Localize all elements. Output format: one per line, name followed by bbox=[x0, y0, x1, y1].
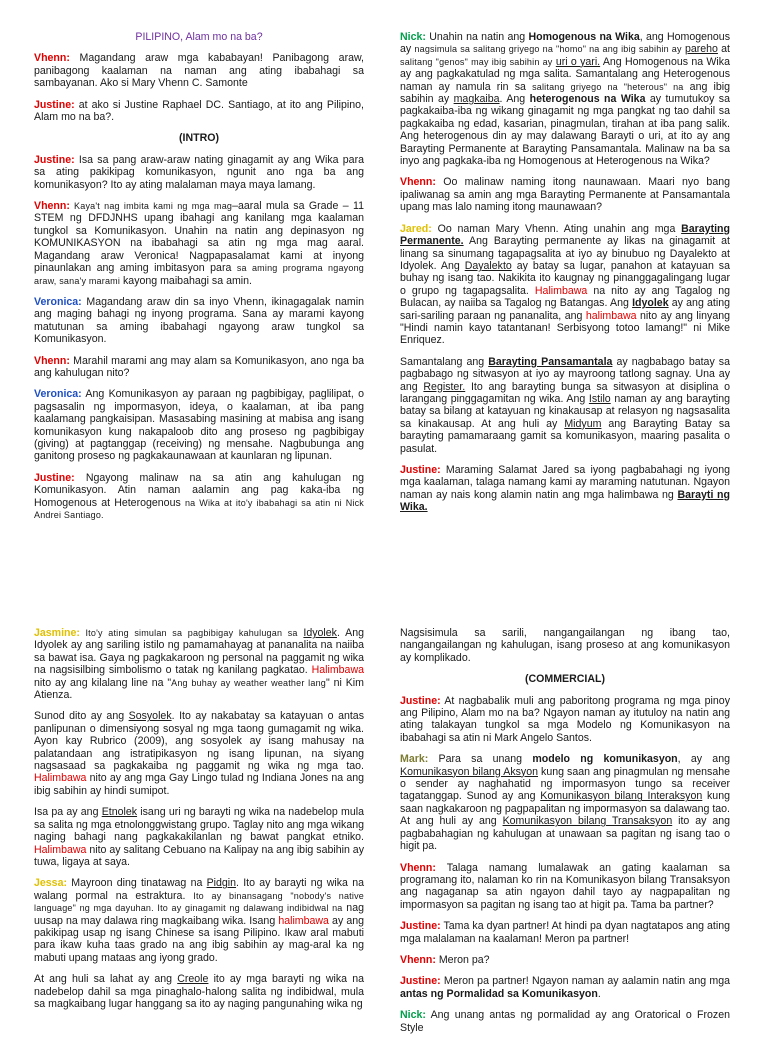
paragraph: Vhenn: Meron pa? bbox=[400, 953, 490, 966]
paragraph: Isa pa ay ang Etnolek isang uri ng barayti ng wika na nadebelop mula sa salita ng mga etnolonggwistang grupo. Taglay nito ang mga wikang naging bahagi nang pagkakakilanlan ng bawat pangkat etniko. Halimbawa nito ay salitang Cebuano na Kalipay na ang ibig sabihin ay tuwa, ligaya at saya. bbox=[34, 806, 364, 868]
section-heading-commercial: (COMMERCIAL) bbox=[524, 673, 606, 686]
section-heading-intro: (INTRO) bbox=[178, 132, 219, 145]
paragraph: Jasmine: Ito'y ating simulan sa pagbibigay kahulugan sa Idyolek. Ang Idyolek ay ang sariling istilo ng pamamahayag at pananalita na naiiba sa bawat isa. Gaya ng pagkakaroon ng personal na paggamit ng wika na nagsisilbing simbolismo o tatak ng kanilang pagkatao. Halimbawa nito ay ang kilalang line na "Ang buhay ay weather weather lang" ni Kim Atienza. bbox=[34, 627, 364, 702]
paragraph: Jessa: Mayroon ding tinatawag na Pidgin. Ito ay barayti ng wika na walang pormal na estraktura. Ito ay binansagang "nobody's native language" ng mga dayuhan. Ito ay ginagamit ng dalawang indibidwal na nag uusap na may dalawa ring magkaibang wika. Isang halimbawa ay ang pakikipag usap ng isang Chinese sa isang Pilipino. Ikaw aral mabuti para ikaw kuha taas grado na ang ibig sabihin ay mag-aral ka ng mabuti upang mataas ang iyong grado. bbox=[34, 877, 364, 964]
paragraph: Justine: Ngayong malinaw na sa atin ang kahulugan ng Komunikasyon. Atin naman aalamin ang pag kaka-iba ng Homogenous at Heterogenous na Wika at ito'y ibabahagi sa atin ni Nick Andrei Santiago. bbox=[34, 471, 365, 520]
paragraph: Vhenn: Oo malinaw naming itong naunawaan. Maari nyo bang ipaliwanag sa amin ang mga Barayting Permanente at Pansamantala upang mas lalo naming itong maunawaan? bbox=[400, 176, 730, 214]
paragraph: At ang huli sa lahat ay ang Creole ito ay mga barayti ng wika na nadebelop dahil sa mga pinaghalo-halong salita ng indibidwal, mula sa magkaibang lugar hanggang sa ito ay naging pangunahing wika ng bbox=[34, 973, 364, 1010]
paragraph: Nagsisimula sa sarili, nangangailangan ng ibang tao, nangangailangan ng kahulugan, isang proseso at ang komunikasyon ay komplikado. bbox=[400, 627, 730, 664]
paragraph: Veronica: Magandang araw din sa inyo Vhenn, ikinagagalak namin ang maging bahagi ng inyong programa. Sana ay marami kayong matutunan sa aming ibabahagi ngayong araw tungkol sa Komunikasyon. bbox=[34, 295, 364, 346]
column-1 bbox=[34, 31, 364, 530]
paragraph: Jared: Oo naman Mary Vhenn. Ating unahin ang mga Barayting Permanente. Ang Barayting permanente ay likas na ginagamit at linang sa sinumang tagapagsalita at iyo ay binubuo ng Dayalekto at Idyolek. Ang Dayalekto ay batay sa lugar, panahon at katayuan sa buhay ng isang tao. Nakikita ito kaugnay ng pinanggagalingang lugar o grupo ng tagapagsalita. Halimbawa na nito ay ang Tagalog ng Bulacan, ay naiiba sa Tagalog ng Batangas. Ang Idyolek ay ang ating sari-sariling paraan ng pananalita, ang halimbawa nito ay ang linyang "Hindi namin kayo tatantanan! Serbisyong totoo lamang!" ni Mike Enriquez. bbox=[400, 222, 730, 347]
paragraph: Sunod dito ay ang Sosyolek. Ito ay nakabatay sa katayuan o antas panlipunan o dimensiyong sosyal ng mga taong gumagamit ng wika. Ayon kay Rubrico (2009), ang sosyolek ay isang mahusay na palatandaan ang istratipikasyon ng isang lipunan, na siyang nagsasaad sa pagkakaiba ng paggamit ng wika ng mga tao. Halimbawa nito ay ang mga Gay Lingo tulad ng Indiana Jones na ang ibig sabihin ay hindi sumipot. bbox=[34, 710, 364, 797]
column-4 bbox=[400, 627, 730, 1043]
paragraph: Justine: Tama ka dyan partner! At hindi pa dyan nagtatapos ang ating mga malalaman na kaalaman! Meron pa partner! bbox=[400, 920, 730, 945]
paragraph: Vhenn: Marahil marami ang may alam sa Komunikasyon, ano nga ba ang kahulugan nito? bbox=[34, 354, 364, 379]
paragraph: Mark: Para sa unang modelo ng komunikasyon, ay ang Komunikasyon bilang Aksyon kung saan ang pinagmulan ng mensahe o sender ay naghahatid ng impormasyon tungo sa receiver tagatanggap. Sunod ay ang Komunikasyon bilang Interaksyon kung saan nagkakaroon ng pagpapalitan ng impormasyon sa dalawang tao. At ang huli ay ang Komunikasyon bilang Transaksyon ito ay ang pagbabahagian ng kahulugan at unawaan sa pagitan ng isang tao o higit pa. bbox=[400, 753, 730, 853]
page-title: PILIPINO, Alam mo na ba? bbox=[135, 31, 263, 43]
paragraph: Vhenn: Magandang araw mga kababayan! Panibagong araw, panibagong kaalaman na naman ang ating ibabahagi sa sambayanan. Ako si Mary Vhenn C. Samonte bbox=[34, 52, 364, 90]
paragraph: Veronica: Ang Komunikasyon ay paraan ng pagbibigay, paglilipat, o pagsasalin ng impormasyon, ideya, o kaalaman, at iba pang kaalamang pangkaisipan. Masasabing masining at mabisa ang isang komunikasyon kung nakapaloob dito ang proseso ng pagbibigay (giving) at pagtanggap (receiving) ng mensahe. Nagbubunga ang ganitong proseso ng pagkakaunawaan at kaunlaran ng lipunan. bbox=[34, 388, 364, 463]
paragraph: Justine: At nagbabalik muli ang paboritong programa ng mga pinoy ang Pilipino, Alam mo na ba? Ngayon naman ay itutuloy na natin ang ating talakayan tungkol sa mga Modelo ng Komunikasyon na ibabahagi sa atin ni Mark Angelo Santos. bbox=[400, 694, 730, 744]
column-2 bbox=[400, 31, 730, 523]
paragraph: Vhenn: Talaga namang lumalawak an gating kaalaman sa programang ito, nalaman ko rin na Komunikasyon bilang Transaksyon ang nagaganap sa atin ngayon dahil tayo ay nagpapalitan ng impormasyon sa pagitan ng isang tao at higit pa. Tama ba partner? bbox=[400, 861, 730, 911]
paragraph: Justine: Isa sa pang araw-araw nating ginagamit ay ang Wika para sa ating pakikipag komunikasyon, ngunit ano nga ba ang komunikasyon? Ito ay ating malalaman maya maya lamang. bbox=[34, 153, 364, 191]
paragraph: Vhenn: Kaya't nag imbita kami ng mga mag–aaral mula sa Grade – 11 STEM ng DFDJNHS upang ibahagi ang kanilang mga kaalaman tungkol sa Komunikasyon. Unahin na natin ang depinasyon ng KOMUNIKASYON na ibabahagi sa atin ng mga mag aaral. Magandang araw Veronica! Nagpapasalamat kami at inyong pinaunlakan ang aming imbitasyon para sa aming programa ngayong araw, sana'y marami kayong maibahagi sa amin. bbox=[34, 200, 364, 287]
paragraph: Nick: Ang unang antas ng pormalidad ay ang Oratorical o Frozen Style bbox=[400, 1009, 730, 1034]
paragraph: Justine: at ako si Justine Raphael DC. Santiago, at ito ang Pilipino, Alam mo na ba?. bbox=[34, 98, 364, 124]
paragraph: Justine: Meron pa partner! Ngayon naman ay aalamin natin ang mga antas ng Pormalidad sa Komunikasyon. bbox=[400, 975, 730, 1000]
paragraph: Nick: Unahin na natin ang Homogenous na Wika, ang Homogenous ay nagsimula sa salitang griyego na "homo" na ang ibig sabihin ay pareho at salitang "genos" may ibig sabihin ay uri o yari. Ang Homogenous na Wika ay ang pagkakatulad ng mga salita. Samantalang ang Heterogenous naman ay namula rin sa salitang griyego na "heterous" na ang ibig sabihin ay magkaiba. Ang heterogenous na Wika ay tumutukoy sa pagkakaiba-iba ng wikang ginagamit ng mga pangkat ng tao dahil sa pagkakaiba ng edad, kasarian, pinagmulan, tirahan at iba pang salik. Ang heterogenous din ay may dalawang Barayti o uri, at ito ay ang Barayting Permanente at Barayting Pansamantala. Malinaw na ba sa inyo ang pagkaka-iba ng Homogenous at Heterogenous na Wika? bbox=[400, 31, 730, 168]
column-3 bbox=[34, 627, 364, 1019]
paragraph: Samantalang ang Barayting Pansamantala ay nagbabago batay sa pagbabago ng sitwasyon at iyo ay mayroong tatlong sagnay. Una ay ang Register. Ito ang barayting bunga sa sitwasyon at disiplina o larangang pinggagamitan ng wika. Ang Istilo naman ay ang barayting batay sa bilang at katayuan ng kinakausap at relasyon ng nagsasalita sa kinakausap. At ang huli ay Midyum ang Barayting Batay sa barayting pamamaraang gamit sa komunikasyon, maaring pasalita o pasulat. bbox=[400, 355, 731, 455]
paragraph: Justine: Maraming Salamat Jared sa iyong pagbabahagi ng iyong mga kaalaman, talaga namang kami ay maraming natutunan. Ngayon naman ay nais kong alamin natin ang mga halimbawa ng Barayti ng Wika. bbox=[400, 464, 730, 514]
